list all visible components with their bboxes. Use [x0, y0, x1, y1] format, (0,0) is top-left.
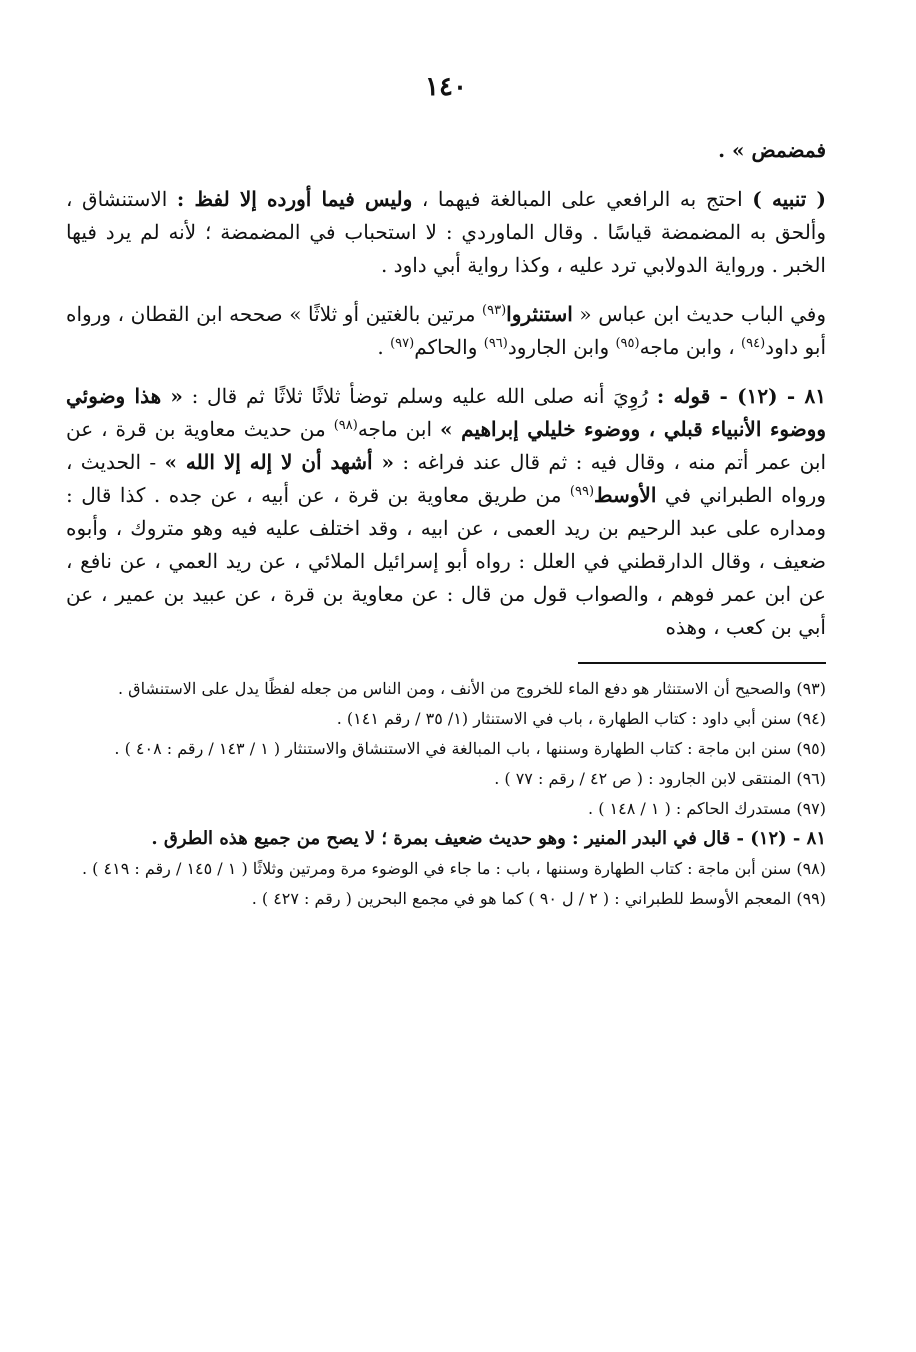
text-segment: من طريق معاوية بن قرة ، عن أبيه ، عن جده . كذا قال : ومداره على عبد الرحيم بن ريد العمى ، عن ابيه ، وقد اختلف عليه فيه وهو متروك ، وأبوه ضعيف ، وقال الدارقطني في العلل : رواه أبو إسرائيل الملائي ، عن ريد العمي ، عن نافع ، عن ابن عمر فوهم ، والصواب قول من قال : عن معاوية بن قرة ، عن عبيد بن عمير ، عن أبي بن كعب ، وهذه	[66, 483, 826, 639]
text-segment: مرتين بالغتين أو ثلاثًا » صححه ابن القطان ، ورواه أبو داود	[66, 302, 826, 359]
footnote-ref: (٩٤)	[741, 336, 766, 351]
footnote-ref: (٩٦)	[483, 336, 508, 351]
footnote-fn95: (٩٥) سنن ابن ماجة : كتاب الطهارة وسننها ، باب المبالغة في الاستنشاق والاستنثار ( ١ / ١٤٣ / رقم : ٤٠٨ ) .	[114, 739, 826, 758]
text-segment: من حديث معاوية بن قرة ، عن ابن عمر أتم منه ، وقال فيه : ثم قال عند فراغه :	[66, 417, 826, 474]
text-segment: ، وابن ماجه	[639, 335, 742, 359]
page-number: ١٤٠	[425, 72, 467, 102]
paragraph-p3	[66, 298, 826, 364]
footnote-divider	[578, 662, 826, 664]
text-segment: والحاكم	[414, 335, 484, 359]
footnote-ref: (٩٧)	[390, 336, 415, 351]
text-segment: استنثروا	[506, 302, 573, 326]
footnote-fn94: (٩٤) سنن أبي داود : كتاب الطهارة ، باب في الاستنثار (١/ ٣٥ / رقم ١٤١) .	[336, 709, 826, 728]
text-segment: الأوسط	[594, 483, 657, 507]
footnote-ref: (٩٩)	[569, 484, 595, 499]
text-segment: « هذا وضوئي ووضوء الأنبياء قبلي ، ووضوء خليلي إبراهيم »	[66, 384, 826, 441]
text-segment: وابن الجارود	[507, 335, 616, 359]
paragraph-p2	[66, 183, 826, 282]
footnote-fn98: (٩٨) سنن أبن ماجة : كتاب الطهارة وسننها ، باب : ما جاء في الوضوء مرة ومرتين وثلاثًا ( ١ / ١٤٥ / رقم : ٤١٩ ) .	[82, 859, 826, 878]
text-segment: .	[377, 335, 391, 359]
text-segment: فمضمض » .	[718, 138, 826, 162]
footnote-fn81: ٨١ - (١٢) - قال في البدر المنير : وهو حديث ضعيف بمرة ؛ لا يصح من جميع هذه الطرق .	[151, 828, 826, 849]
paragraph-p1	[66, 134, 826, 167]
text-segment: ٨١ - (١٢) - قوله :	[656, 384, 826, 408]
text-segment: وليس فيما أورده إلا لفظ :	[176, 187, 413, 211]
footnote-fn96: (٩٦) المنتقى لابن الجارود : ( ص ٤٢ / رقم : ٧٧ ) .	[494, 769, 826, 788]
footnote-fn93: (٩٣) والصحيح أن الاستنثار هو دفع الماء للخروج من الأنف ، ومن الناس من جعله لفظًا يدل على الاستنشاق .	[118, 679, 826, 698]
paragraph-p4	[66, 380, 826, 644]
text-segment: « أشهد أن لا إله إلا الله »	[164, 450, 395, 474]
footnote-ref: (٩٥)	[615, 336, 640, 351]
text-segment: احتج به الرافعي على المبالغة فيهما ،	[412, 187, 753, 211]
footnote-fn99: (٩٩) المعجم الأوسط للطبراني : ( ٢ / ل ٩٠ ) كما هو في مجمع البحرين ( رقم : ٤٢٧ ) .	[251, 889, 826, 908]
text-segment: ابن ماجه	[357, 417, 441, 441]
text-segment: ( تنبيه )	[752, 187, 827, 211]
footnote-ref: (٩٣)	[482, 303, 507, 318]
footnotes	[66, 674, 826, 914]
body-text	[66, 134, 826, 644]
text-segment: وفي الباب حديث ابن عباس «	[572, 302, 826, 326]
text-segment: الاستنشاق ، وألحق به المضمضة قياسًا . وقال الماوردي : لا استحباب في المضمضة ؛ لأنه لم يرد فيها الخبر . ورواية الدولابي ترد عليه ، وكذا رواية أبي داود .	[66, 187, 826, 277]
footnote-ref: (٩٨)	[333, 418, 358, 433]
text-segment: رُوِيَ أنه صلى الله عليه وسلم توضأ ثلاثًا ثلاثًا ثم قال :	[182, 384, 657, 408]
text-segment: - الحديث ، ورواه الطبراني في	[66, 450, 827, 507]
footnote-fn97: (٩٧) مستدرك الحاكم : ( ١ / ١٤٨ ) .	[588, 799, 826, 818]
